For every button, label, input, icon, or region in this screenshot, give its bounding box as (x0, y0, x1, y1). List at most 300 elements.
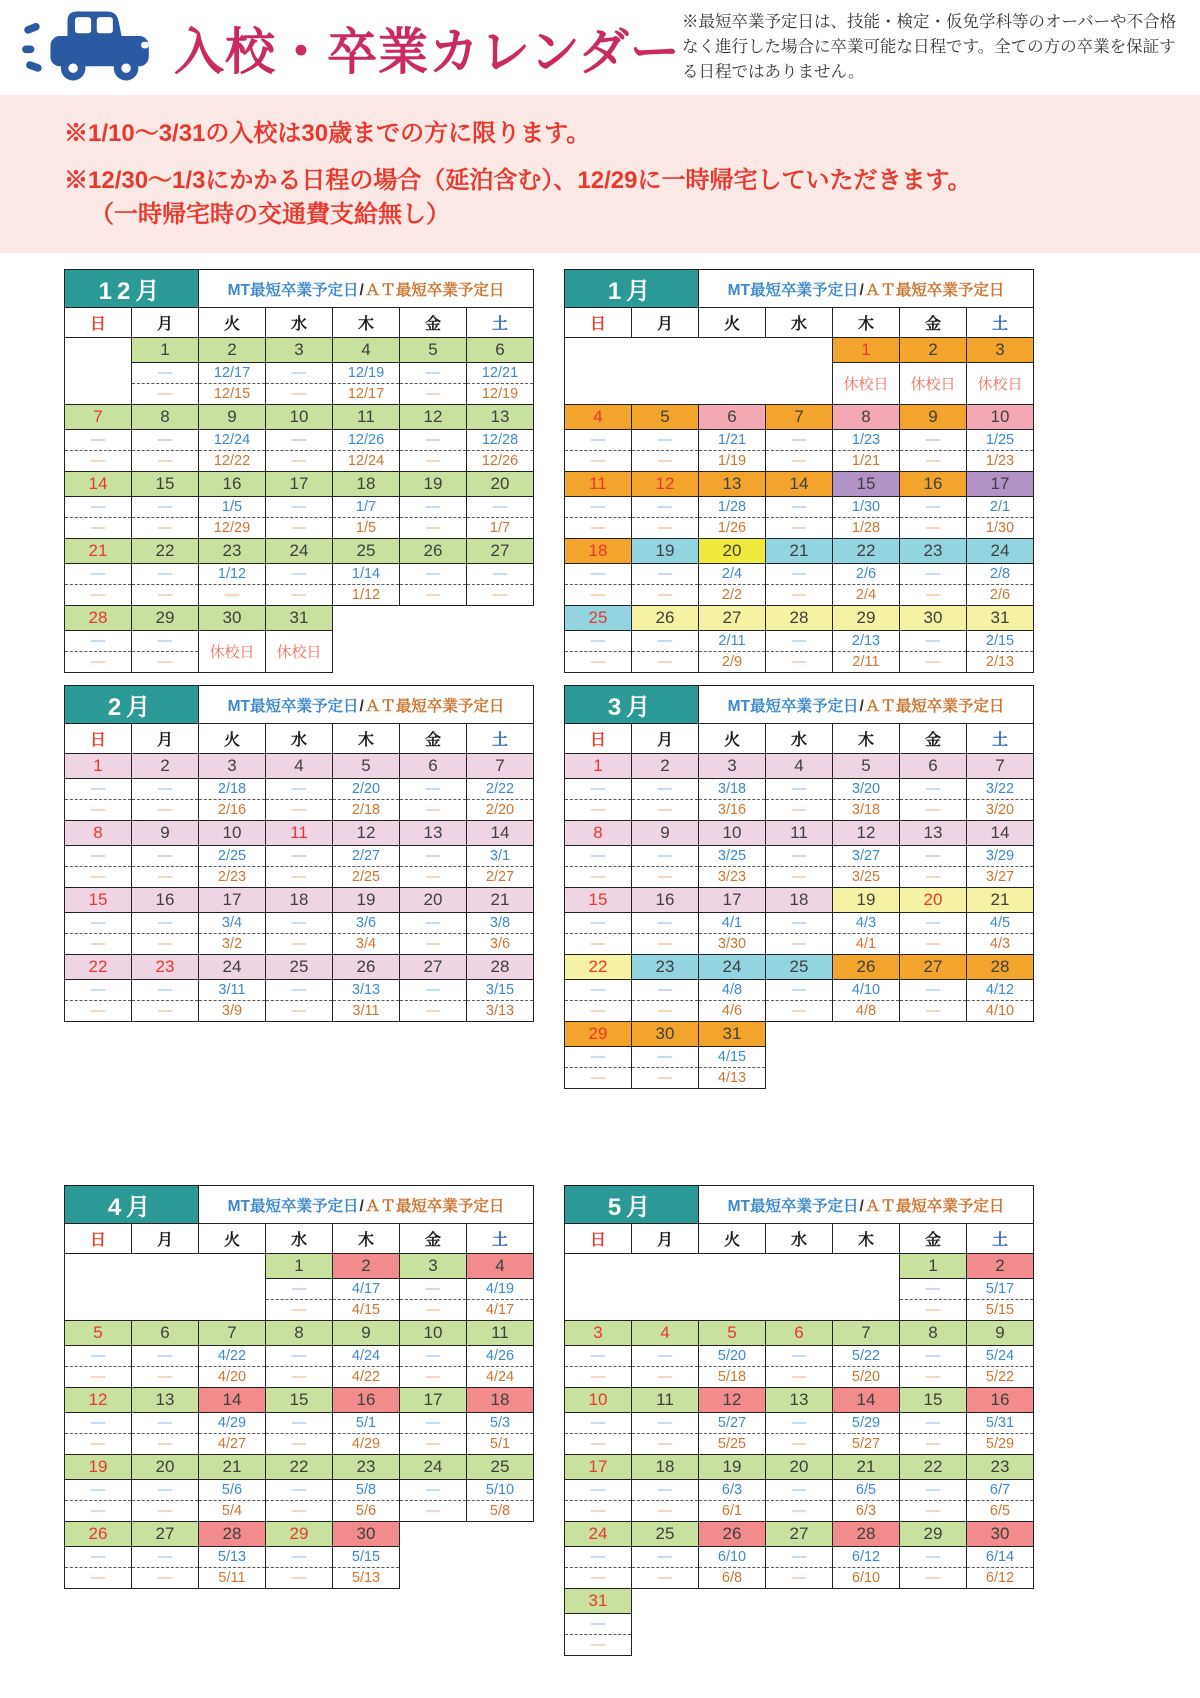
at-grad-cell: 12/17 (333, 384, 400, 405)
date-cell: 21 (967, 888, 1034, 913)
mt-grad-cell: — (900, 1279, 967, 1300)
weekday-月: 月 (132, 724, 199, 754)
mt-grad-cell: 12/24 (199, 430, 266, 451)
at-grad-cell: 5/29 (967, 1434, 1034, 1455)
at-grad-cell: — (565, 585, 632, 606)
at-grad-cell: — (632, 800, 699, 821)
mt-grad-cell: 12/26 (333, 430, 400, 451)
mt-grad-cell: 3/11 (199, 980, 266, 1001)
mt-grad-cell: — (565, 779, 632, 800)
weekday-土: 土 (967, 308, 1034, 338)
date-cell: 19 (400, 472, 467, 497)
mt-label: MT最短卒業予定日 (227, 1197, 359, 1215)
mt-grad-cell: 4/3 (833, 913, 900, 934)
closed-day-cell: 休校日 (199, 631, 266, 673)
at-grad-cell: 5/8 (467, 1501, 534, 1522)
date-cell: 8 (132, 405, 199, 430)
at-grad-cell: — (65, 1001, 132, 1022)
at-row (65, 867, 534, 888)
at-grad-cell: — (900, 1501, 967, 1522)
date-cell: 12 (400, 405, 467, 430)
at-grad-cell: — (266, 1434, 333, 1455)
at-grad-cell: 3/30 (699, 934, 766, 955)
mt-grad-cell: — (900, 497, 967, 518)
weekday-row (65, 724, 534, 754)
at-grad-cell: — (65, 1367, 132, 1388)
mt-grad-cell: — (65, 497, 132, 518)
mt-label: MT最短卒業予定日 (727, 281, 859, 299)
mt-grad-cell: 1/21 (699, 430, 766, 451)
at-grad-cell: 5/20 (833, 1367, 900, 1388)
at-grad-cell: 5/18 (699, 1367, 766, 1388)
at-grad-cell: — (266, 1001, 333, 1022)
at-grad-cell: 4/8 (833, 1001, 900, 1022)
weekday-金: 金 (400, 308, 467, 338)
mt-grad-cell: 3/1 (467, 846, 534, 867)
weekday-水: 水 (266, 724, 333, 754)
mt-grad-cell: — (632, 779, 699, 800)
at-grad-cell: — (766, 1434, 833, 1455)
calendar-march (564, 685, 1034, 1089)
weekday-火: 火 (199, 1224, 266, 1254)
at-grad-cell: — (900, 1367, 967, 1388)
mt-grad-cell: 12/17 (199, 363, 266, 384)
date-cell: 19 (632, 539, 699, 564)
notice-newyear-line2: （一時帰宅時の交通費支給無し） (90, 200, 450, 228)
mt-grad-cell: 3/15 (467, 980, 534, 1001)
date-cell: 2 (199, 338, 266, 363)
weekday-日: 日 (565, 1224, 632, 1254)
mt-grad-cell: 3/6 (333, 913, 400, 934)
date-cell: 27 (766, 1522, 833, 1547)
at-grad-cell: — (65, 1501, 132, 1522)
mt-grad-cell: — (766, 631, 833, 652)
mt-grad-cell: — (400, 1413, 467, 1434)
at-grad-cell: 12/19 (467, 384, 534, 405)
mt-grad-cell: 2/1 (967, 497, 1034, 518)
at-grad-cell: — (632, 451, 699, 472)
date-row (65, 821, 534, 846)
weekday-月: 月 (132, 308, 199, 338)
at-grad-cell: — (400, 1001, 467, 1022)
date-cell: 20 (766, 1455, 833, 1480)
date-cell: 14 (833, 1388, 900, 1413)
at-grad-cell: — (400, 585, 467, 606)
mt-grad-cell: — (565, 980, 632, 1001)
weekday-row (565, 724, 1034, 754)
date-cell: 25 (333, 539, 400, 564)
at-grad-cell: — (565, 518, 632, 539)
at-grad-cell: — (565, 800, 632, 821)
date-cell: 15 (266, 1388, 333, 1413)
at-row (65, 934, 534, 955)
at-row (65, 518, 534, 539)
mt-grad-cell: 5/31 (967, 1413, 1034, 1434)
date-row (65, 1388, 534, 1413)
month-name: 2月 (65, 686, 199, 724)
date-cell: 28 (467, 955, 534, 980)
date-cell: 27 (400, 955, 467, 980)
graduation-header (699, 686, 1034, 724)
date-cell: 15 (900, 1388, 967, 1413)
date-cell: 12 (333, 821, 400, 846)
at-grad-cell: — (900, 867, 967, 888)
mt-grad-cell: — (900, 980, 967, 1001)
date-cell: 30 (900, 606, 967, 631)
calendar-may (564, 1185, 1034, 1656)
date-cell: 23 (199, 539, 266, 564)
mt-grad-cell: 3/25 (699, 846, 766, 867)
mt-grad-cell: 5/6 (199, 1480, 266, 1501)
date-row (565, 1589, 1034, 1614)
mt-grad-cell: — (565, 1547, 632, 1568)
month-name: 3月 (565, 686, 699, 724)
notice-newyear-line1: ※12/30～1/3にかかる日程の場合（延泊含む）、12/29に一時帰宅していただきます。 (64, 167, 972, 194)
month-header-row (65, 1186, 534, 1224)
date-row (65, 1321, 534, 1346)
mt-grad-cell: 2/15 (967, 631, 1034, 652)
at-grad-cell: — (400, 1501, 467, 1522)
date-cell: 30 (333, 1522, 400, 1547)
date-cell: 22 (65, 955, 132, 980)
date-cell: 8 (65, 821, 132, 846)
closed-day-cell: 休校日 (833, 363, 900, 405)
date-cell: 4 (632, 1321, 699, 1346)
date-cell: 22 (266, 1455, 333, 1480)
date-row (65, 539, 534, 564)
date-cell: 9 (132, 821, 199, 846)
at-grad-cell: — (132, 652, 199, 673)
calendar-row-3 (64, 1185, 1200, 1656)
date-cell: 2 (900, 338, 967, 363)
at-row (565, 867, 1034, 888)
at-grad-cell: — (632, 518, 699, 539)
date-cell: 8 (565, 821, 632, 846)
slash-label: / (859, 281, 864, 299)
at-grad-cell: — (900, 934, 967, 955)
weekday-日: 日 (65, 724, 132, 754)
date-cell: 18 (333, 472, 400, 497)
at-grad-cell: — (766, 1001, 833, 1022)
mt-grad-cell: 5/20 (699, 1346, 766, 1367)
mt-grad-cell: — (565, 1346, 632, 1367)
at-grad-cell: — (266, 451, 333, 472)
weekday-水: 水 (766, 308, 833, 338)
mt-grad-cell: 5/27 (699, 1413, 766, 1434)
mt-grad-cell: — (766, 980, 833, 1001)
at-grad-cell: — (400, 934, 467, 955)
date-row (565, 1388, 1034, 1413)
weekday-木: 木 (333, 724, 400, 754)
mt-grad-cell: 4/19 (467, 1279, 534, 1300)
date-cell: 4 (565, 405, 632, 430)
mt-row (65, 980, 534, 1001)
at-grad-cell: 3/23 (699, 867, 766, 888)
mt-grad-cell: — (766, 1413, 833, 1434)
mt-grad-cell: — (65, 1547, 132, 1568)
at-grad-cell: 5/22 (967, 1367, 1034, 1388)
date-cell: 15 (565, 888, 632, 913)
date-cell: 14 (199, 1388, 266, 1413)
at-grad-cell: — (632, 1434, 699, 1455)
mt-grad-cell: 12/19 (333, 363, 400, 384)
weekday-金: 金 (900, 724, 967, 754)
date-cell: 1 (132, 338, 199, 363)
mt-grad-cell: — (632, 1346, 699, 1367)
at-grad-cell: — (266, 384, 333, 405)
mt-grad-cell: — (766, 1547, 833, 1568)
date-cell: 30 (967, 1522, 1034, 1547)
at-grad-cell: — (132, 867, 199, 888)
at-label: ＡＴ最短卒業予定日 (864, 697, 1005, 715)
mt-grad-cell: 1/12 (199, 564, 266, 585)
date-row (65, 888, 534, 913)
mt-grad-cell: — (565, 497, 632, 518)
mt-grad-cell: — (632, 631, 699, 652)
date-cell: 11 (333, 405, 400, 430)
date-cell: 15 (65, 888, 132, 913)
at-grad-cell: 5/6 (333, 1501, 400, 1522)
at-grad-cell: — (632, 1568, 699, 1589)
weekday-日: 日 (65, 308, 132, 338)
at-grad-cell: — (565, 1568, 632, 1589)
mt-grad-cell: — (565, 1480, 632, 1501)
mt-grad-cell: 2/8 (967, 564, 1034, 585)
mt-grad-cell: 4/29 (199, 1413, 266, 1434)
at-grad-cell: — (565, 451, 632, 472)
mt-grad-cell: 4/22 (199, 1346, 266, 1367)
date-cell: 16 (632, 888, 699, 913)
date-row (565, 754, 1034, 779)
date-cell: 4 (467, 1254, 534, 1279)
date-row (65, 606, 534, 631)
mt-grad-cell: 6/7 (967, 1480, 1034, 1501)
weekday-木: 木 (833, 724, 900, 754)
date-cell: 27 (467, 539, 534, 564)
at-grad-cell: 3/20 (967, 800, 1034, 821)
mt-grad-cell: 3/4 (199, 913, 266, 934)
mt-grad-cell: — (766, 779, 833, 800)
date-cell: 10 (565, 1388, 632, 1413)
at-grad-cell: 5/4 (199, 1501, 266, 1522)
at-grad-cell: 2/2 (699, 585, 766, 606)
date-cell: 19 (699, 1455, 766, 1480)
mt-grad-cell: — (266, 497, 333, 518)
mt-grad-cell: — (900, 631, 967, 652)
date-cell: 17 (967, 472, 1034, 497)
empty-cell (565, 338, 833, 405)
date-cell: 3 (565, 1321, 632, 1346)
mt-grad-cell: — (467, 497, 534, 518)
at-grad-cell: 4/29 (333, 1434, 400, 1455)
mt-grad-cell: — (132, 1413, 199, 1434)
date-cell: 22 (833, 539, 900, 564)
mt-grad-cell: 3/29 (967, 846, 1034, 867)
mt-grad-cell: 5/10 (467, 1480, 534, 1501)
date-cell: 21 (467, 888, 534, 913)
at-grad-cell: 3/16 (699, 800, 766, 821)
at-grad-cell: — (632, 934, 699, 955)
date-cell: 17 (266, 472, 333, 497)
month-table (64, 1185, 534, 1589)
mt-grad-cell: 5/22 (833, 1346, 900, 1367)
date-cell: 2 (132, 754, 199, 779)
at-row (65, 1367, 534, 1388)
at-grad-cell: 1/30 (967, 518, 1034, 539)
mt-grad-cell: — (632, 846, 699, 867)
date-row (65, 1455, 534, 1480)
date-cell: 28 (766, 606, 833, 631)
date-cell: 6 (467, 338, 534, 363)
date-cell: 6 (900, 754, 967, 779)
at-grad-cell: — (900, 652, 967, 673)
at-grad-cell: — (132, 1434, 199, 1455)
at-grad-cell: — (766, 585, 833, 606)
graduation-header (199, 270, 534, 308)
mt-grad-cell: — (632, 430, 699, 451)
date-cell: 13 (132, 1388, 199, 1413)
at-grad-cell: — (266, 518, 333, 539)
at-grad-cell: — (65, 934, 132, 955)
month-table (564, 1185, 1034, 1656)
date-cell: 29 (266, 1522, 333, 1547)
mt-row (565, 779, 1034, 800)
at-grad-cell: 6/3 (833, 1501, 900, 1522)
mt-grad-cell: — (65, 430, 132, 451)
weekday-月: 月 (632, 1224, 699, 1254)
date-row (565, 338, 1034, 363)
mt-row (65, 846, 534, 867)
mt-grad-cell: — (900, 1413, 967, 1434)
at-grad-cell: — (132, 451, 199, 472)
mt-grad-cell: — (400, 1346, 467, 1367)
at-row (65, 1001, 534, 1022)
date-cell: 1 (266, 1254, 333, 1279)
mt-row (65, 1547, 534, 1568)
at-grad-cell: — (900, 800, 967, 821)
at-row (565, 451, 1034, 472)
at-row (565, 652, 1034, 673)
mt-grad-cell: — (266, 1346, 333, 1367)
mt-grad-cell: — (467, 564, 534, 585)
mt-row (65, 363, 534, 384)
graduation-header (699, 1186, 1034, 1224)
date-row (565, 1254, 1034, 1279)
at-grad-cell: 1/19 (699, 451, 766, 472)
date-cell: 2 (333, 1254, 400, 1279)
mt-grad-cell: — (565, 564, 632, 585)
mt-grad-cell: — (632, 913, 699, 934)
mt-grad-cell: — (266, 1547, 333, 1568)
mt-grad-cell: — (266, 1279, 333, 1300)
date-cell: 7 (833, 1321, 900, 1346)
at-grad-cell: 5/27 (833, 1434, 900, 1455)
at-grad-cell: — (400, 451, 467, 472)
at-grad-cell: — (766, 1568, 833, 1589)
mt-grad-cell: — (400, 1480, 467, 1501)
date-cell: 15 (833, 472, 900, 497)
mt-grad-cell: — (900, 779, 967, 800)
at-grad-cell: 4/10 (967, 1001, 1034, 1022)
date-cell: 25 (467, 1455, 534, 1480)
calendar-january (564, 269, 1034, 673)
weekday-土: 土 (467, 724, 534, 754)
mt-grad-cell: — (266, 564, 333, 585)
weekday-水: 水 (766, 1224, 833, 1254)
at-grad-cell: — (65, 1434, 132, 1455)
date-cell: 9 (967, 1321, 1034, 1346)
at-grad-cell: — (400, 867, 467, 888)
mt-grad-cell: 6/14 (967, 1547, 1034, 1568)
at-grad-cell: — (266, 1367, 333, 1388)
at-grad-cell: — (565, 867, 632, 888)
date-cell: 10 (400, 1321, 467, 1346)
at-grad-cell: 3/6 (467, 934, 534, 955)
at-grad-cell: 5/1 (467, 1434, 534, 1455)
mt-grad-cell: — (400, 363, 467, 384)
date-cell: 7 (199, 1321, 266, 1346)
mt-grad-cell: 3/20 (833, 779, 900, 800)
date-cell: 26 (632, 606, 699, 631)
mt-grad-cell: — (565, 430, 632, 451)
at-grad-cell: 4/3 (967, 934, 1034, 955)
date-row (565, 888, 1034, 913)
at-grad-cell: — (132, 384, 199, 405)
mt-row (565, 1413, 1034, 1434)
at-grad-cell: — (266, 1568, 333, 1589)
weekday-火: 火 (699, 1224, 766, 1254)
date-cell: 11 (632, 1388, 699, 1413)
at-grad-cell: — (632, 867, 699, 888)
date-cell: 11 (565, 472, 632, 497)
weekday-row (565, 308, 1034, 338)
slash-label: / (359, 697, 364, 715)
date-cell: 11 (467, 1321, 534, 1346)
date-cell: 3 (266, 338, 333, 363)
date-cell: 9 (632, 821, 699, 846)
date-cell: 19 (65, 1455, 132, 1480)
at-grad-cell: — (132, 1367, 199, 1388)
mt-grad-cell: 4/1 (699, 913, 766, 934)
at-grad-cell: — (565, 1434, 632, 1455)
weekday-金: 金 (400, 1224, 467, 1254)
mt-grad-cell: 5/8 (333, 1480, 400, 1501)
date-cell: 25 (766, 955, 833, 980)
date-cell: 23 (333, 1455, 400, 1480)
mt-grad-cell: — (766, 430, 833, 451)
date-cell: 31 (967, 606, 1034, 631)
date-cell: 26 (65, 1522, 132, 1547)
date-row (565, 606, 1034, 631)
mt-grad-cell: 4/8 (699, 980, 766, 1001)
date-cell: 7 (467, 754, 534, 779)
at-grad-cell: 3/18 (833, 800, 900, 821)
at-grad-cell: 1/21 (833, 451, 900, 472)
mt-label: MT最短卒業予定日 (227, 281, 359, 299)
at-row (565, 1068, 1034, 1089)
weekday-火: 火 (199, 308, 266, 338)
at-grad-cell: 4/24 (467, 1367, 534, 1388)
mt-grad-cell: — (632, 497, 699, 518)
at-grad-cell: — (400, 1434, 467, 1455)
at-grad-cell: — (900, 1434, 967, 1455)
at-row (65, 585, 534, 606)
date-row (565, 821, 1034, 846)
date-cell: 14 (467, 821, 534, 846)
mt-row (565, 564, 1034, 585)
date-cell: 27 (132, 1522, 199, 1547)
mt-row (65, 1413, 534, 1434)
